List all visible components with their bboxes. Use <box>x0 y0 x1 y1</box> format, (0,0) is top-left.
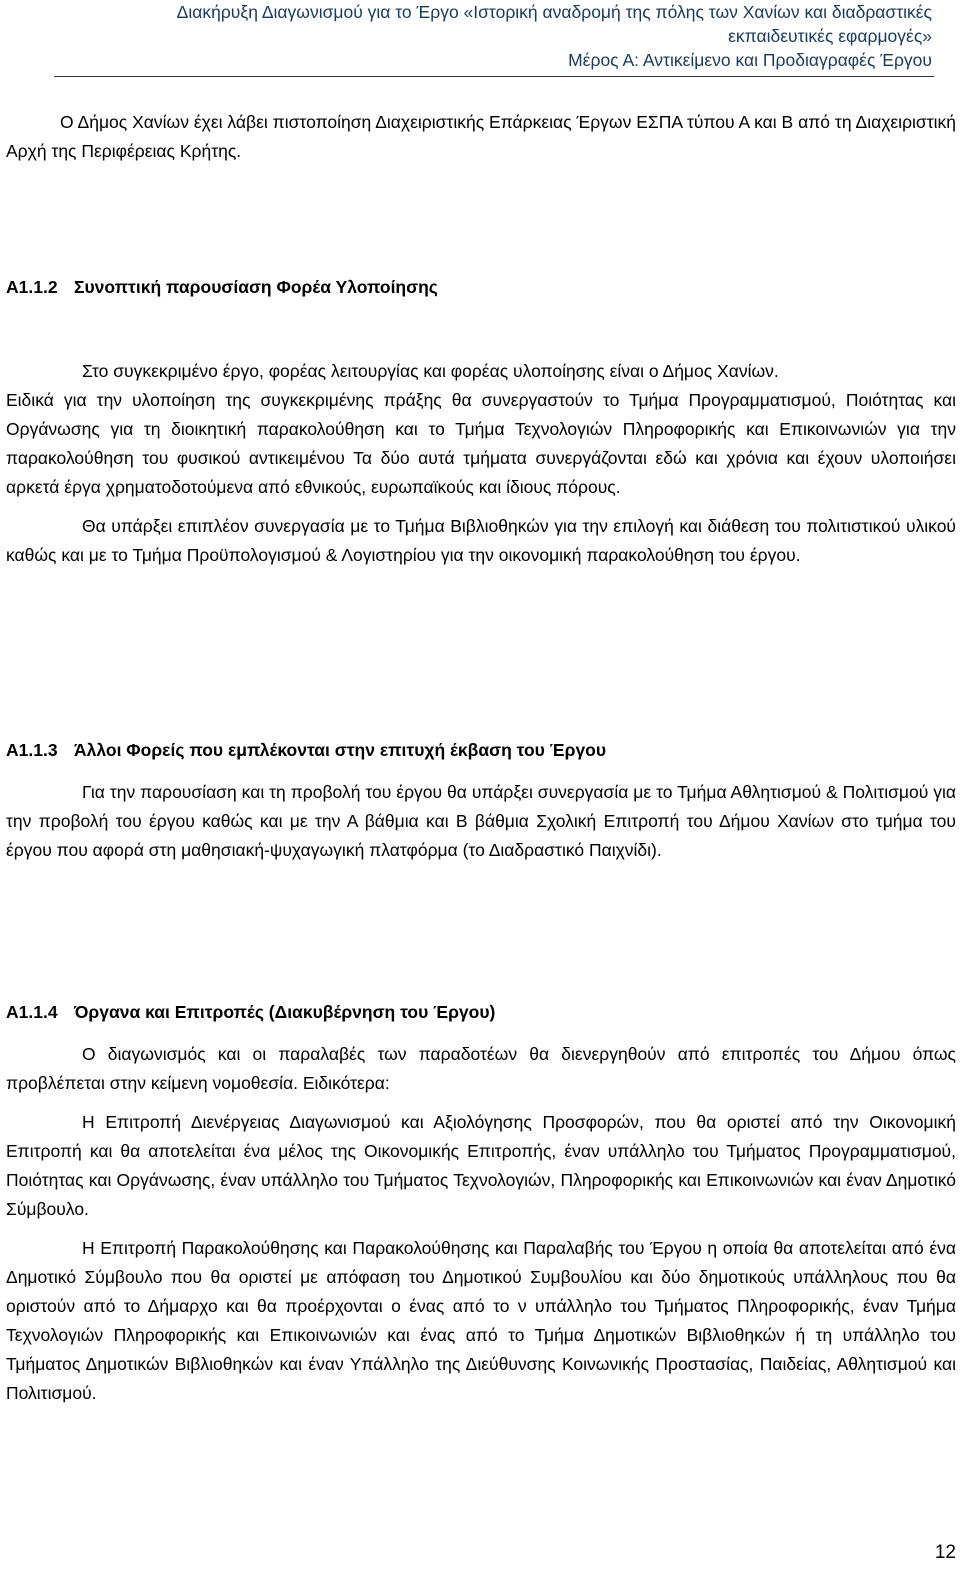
section-title: Άλλοι Φορείς που εμπλέκονται στην επιτυχή έκβαση του Έργου <box>74 740 607 760</box>
header-title-line-2: εκπαιδευτικές εφαρμογές» <box>728 26 932 46</box>
section-number: A1.1.4 <box>6 1002 58 1022</box>
section-a114-body <box>6 1040 956 1408</box>
paragraph: Για την παρουσίαση και τη προβολή του έργου θα υπάρξει συνεργασία με το Τμήμα Αθλητισμού & Πολιτισμού για την προβολή του έργου καθώς και με την Α βάθμια και Β βάθμια Σχολική Επιτροπή του Δήμου Χανίων στο τμήμα του έργου που αφορά στη μαθησιακή-ψυχαγωγική πλατφόρμα (το Διαδραστικό Παιχνίδι). <box>6 782 956 860</box>
section-number: A1.1.2 <box>6 277 58 297</box>
paragraph: Ειδικά για την υλοποίηση της συγκεκριμένης πράξης θα συνεργαστούν το Τμήμα Προγραμματισμού, Ποιότητας και Οργάνωσης για τη διοικητική παρακολούθηση και το Τμήμα Τεχνολογιών Πληροφορικής και Επικοινωνιών για την παρακολούθηση του φυσικού αντικειμένου Τα δύο αυτά τμήματα συνεργάζονται εδώ και χρόνια και έχουν υλοποιήσει αρκετά έργα χρηματοδοτούμενα από εθνικούς, ευρωπαϊκούς και ίδιους πόρους. <box>6 390 956 497</box>
running-header <box>0 0 932 72</box>
intro-block <box>6 108 956 166</box>
intro-paragraph: Ο Δήμος Χανίων έχει λάβει πιστοποίηση Διαχειριστικής Επάρκειας Έργων ΕΣΠΑ τύπου Α και Β από τη Διαχειριστική Αρχή της Περιφέρειας Κρήτης. <box>6 112 956 161</box>
section-a113-heading <box>6 736 606 765</box>
header-title-line-1: Διακήρυξη Διαγωνισμού για το Έργο «Ιστορική αναδρομή της πόλης των Χανίων και διαδραστικές <box>176 2 932 22</box>
page-number: 12 <box>934 1542 956 1563</box>
header-subtitle: Μέρος Α: Αντικείμενο και Προδιαγραφές Έργου <box>568 50 932 70</box>
section-a113-body <box>6 778 956 865</box>
section-a112-body <box>6 357 956 570</box>
section-a114-heading <box>6 998 495 1027</box>
paragraph: Ο διαγωνισμός και οι παραλαβές των παραδοτέων θα διενεργηθούν από επιτροπές του Δήμου όπως προβλέπεται στην κείμενη νομοθεσία. Ειδικότερα: <box>6 1044 956 1093</box>
paragraph: Στο συγκεκριμένο έργο, φορέας λειτουργίας και φορέας υλοποίησης είναι ο Δήμος Χανίων. <box>82 361 779 381</box>
section-number: A1.1.3 <box>6 740 58 760</box>
paragraph: Η Επιτροπή Παρακολούθησης και Παρακολούθησης και Παραλαβής του Έργου η οποία θα αποτελείται από ένα Δημοτικό Σύμβουλο που θα οριστεί με απόφαση του Δημοτικού Συμβουλίου και δύο δημοτικούς υπάλληλους που θα οριστούν από το Δήμαρχο και θα προέρχονται ο ένας από το ν υπάλληλο του Τμήματος Πληροφορικής, έναν Τμήμα Τεχνολογιών Πληροφορικής και Επικοινωνιών και ένας από το Τμήμα Δημοτικών Βιβλιοθηκών ή τη υπάλληλο του Τμήματος Δημοτικών Βιβλιοθηκών και έναν Υπάλληλο της Διεύθυνσης Κοινωνικής Προστασίας, Παιδείας, Αθλητισμού και Πολιτισμού. <box>6 1238 956 1403</box>
paragraph: Θα υπάρξει επιπλέον συνεργασία με το Τμήμα Βιβλιοθηκών για την επιλογή και διάθεση του πολιτιστικού υλικού καθώς και με το Τμήμα Προϋπολογισμού & Λογιστηρίου για την οικονομική παρακολούθηση του έργου. <box>6 516 956 565</box>
header-divider <box>54 76 934 77</box>
paragraph: Η Επιτροπή Διενέργειας Διαγωνισμού και Αξιολόγησης Προσφορών, που θα οριστεί από την Οικονομική Επιτροπή και θα αποτελείται ένα μέλος της Οικονομικής Επιτροπής, έναν υπάλληλο του Τμήματος Προγραμματισμού, Ποιότητας και Οργάνωσης, έναν υπάλληλο του Τμήματος Τεχνολογιών, Πληροφορικής και Επικοινωνιών και έναν Δημοτικό Σύμβουλο. <box>6 1112 956 1219</box>
section-title: Όργανα και Επιτροπές (Διακυβέρνηση του Έργου) <box>74 1002 496 1022</box>
section-a112-heading <box>6 273 438 302</box>
section-title: Συνοπτική παρουσίαση Φορέα Υλοποίησης <box>74 277 438 297</box>
